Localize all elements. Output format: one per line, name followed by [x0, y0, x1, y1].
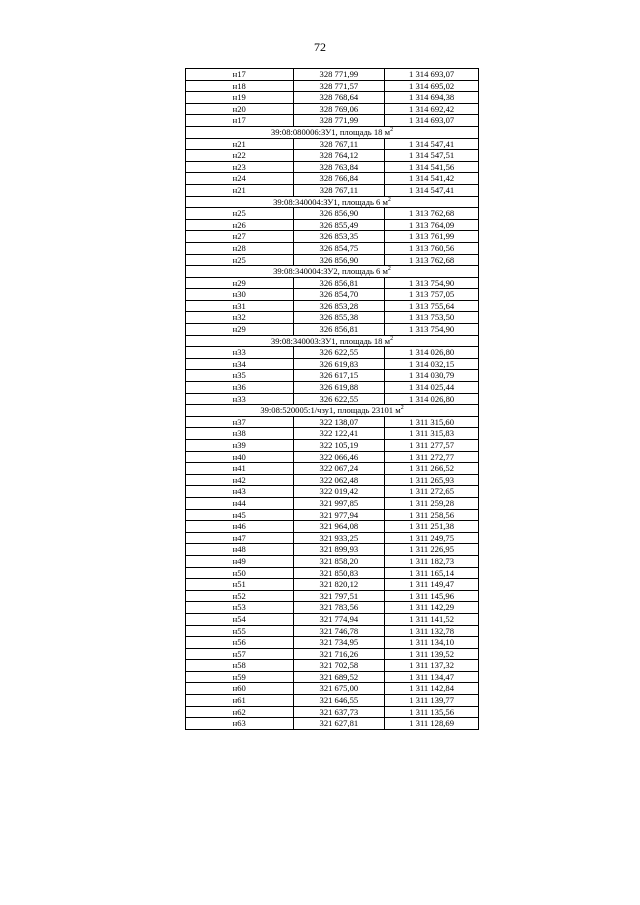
x-coordinate-cell: 326 856,90 [293, 254, 385, 266]
x-coordinate-cell: 321 627,81 [293, 718, 385, 730]
x-coordinate-cell: 322 062,48 [293, 474, 385, 486]
section-header-cell [186, 126, 479, 138]
point-id-cell: н49 [186, 555, 294, 567]
point-id-cell: н21 [186, 184, 294, 196]
point-id-cell: н29 [186, 277, 294, 289]
y-coordinate-cell: 1 314 026,80 [385, 347, 479, 359]
table-row [186, 590, 479, 602]
y-coordinate-cell: 1 311 182,73 [385, 555, 479, 567]
y-coordinate-cell: 1 311 149,47 [385, 579, 479, 591]
area-unit-superscript: 2 [400, 405, 404, 412]
x-coordinate-cell: 321 774,94 [293, 613, 385, 625]
section-header-cell [186, 196, 479, 208]
point-id-cell: н40 [186, 451, 294, 463]
section-header-row [186, 405, 479, 417]
x-coordinate-cell: 321 689,52 [293, 671, 385, 683]
point-id-cell: н46 [186, 521, 294, 533]
table-row [186, 648, 479, 660]
x-coordinate-cell: 326 617,15 [293, 370, 385, 382]
y-coordinate-cell: 1 313 762,68 [385, 208, 479, 220]
point-id-cell: н25 [186, 208, 294, 220]
table-row [186, 486, 479, 498]
section-header-row [186, 126, 479, 138]
x-coordinate-cell: 321 734,95 [293, 637, 385, 649]
y-coordinate-cell: 1 311 315,60 [385, 416, 479, 428]
section-header-text: 39:08:340004:ЗУ1, площадь 6 м [273, 196, 388, 207]
point-id-cell: н61 [186, 695, 294, 707]
x-coordinate-cell: 328 771,57 [293, 80, 385, 92]
section-header-row [186, 335, 479, 347]
table-row [186, 555, 479, 567]
x-coordinate-cell: 321 964,08 [293, 521, 385, 533]
y-coordinate-cell: 1 311 132,78 [385, 625, 479, 637]
table-row [186, 706, 479, 718]
x-coordinate-cell: 321 933,25 [293, 532, 385, 544]
table-row [186, 683, 479, 695]
table-row [186, 103, 479, 115]
table-row [186, 509, 479, 521]
point-id-cell: н52 [186, 590, 294, 602]
section-header-cell [186, 405, 479, 417]
table-row [186, 80, 479, 92]
section-header-row [186, 266, 479, 278]
point-id-cell: н37 [186, 416, 294, 428]
point-id-cell: н48 [186, 544, 294, 556]
x-coordinate-cell: 328 767,11 [293, 138, 385, 150]
point-id-cell: н62 [186, 706, 294, 718]
y-coordinate-cell: 1 311 145,96 [385, 590, 479, 602]
x-coordinate-cell: 321 977,94 [293, 509, 385, 521]
point-id-cell: н35 [186, 370, 294, 382]
table-row [186, 231, 479, 243]
point-id-cell: н58 [186, 660, 294, 672]
point-id-cell: н33 [186, 347, 294, 359]
y-coordinate-cell: 1 311 141,52 [385, 613, 479, 625]
y-coordinate-cell: 1 313 754,90 [385, 324, 479, 336]
table-row [186, 92, 479, 104]
page-number: 72 [314, 40, 326, 54]
point-id-cell: н43 [186, 486, 294, 498]
x-coordinate-cell: 321 675,00 [293, 683, 385, 695]
point-id-cell: н44 [186, 497, 294, 509]
table-row [186, 69, 479, 81]
section-header-cell [186, 335, 479, 347]
table-row [186, 150, 479, 162]
table-row [186, 382, 479, 394]
y-coordinate-cell: 1 313 755,64 [385, 300, 479, 312]
table-row [186, 312, 479, 324]
point-id-cell: н41 [186, 463, 294, 475]
section-header-row [186, 196, 479, 208]
y-coordinate-cell: 1 313 754,90 [385, 277, 479, 289]
point-id-cell: н21 [186, 138, 294, 150]
table-row [186, 440, 479, 452]
x-coordinate-cell: 321 637,73 [293, 706, 385, 718]
x-coordinate-cell: 328 771,99 [293, 115, 385, 127]
section-header-text: 39:08:080006:ЗУ1, площадь 18 м [270, 126, 391, 137]
table-row [186, 579, 479, 591]
table-row [186, 463, 479, 475]
y-coordinate-cell: 1 311 265,93 [385, 474, 479, 486]
table-row [186, 521, 479, 533]
table-row [186, 660, 479, 672]
x-coordinate-cell: 321 646,55 [293, 695, 385, 707]
point-id-cell: н59 [186, 671, 294, 683]
x-coordinate-cell: 322 105,19 [293, 440, 385, 452]
point-id-cell: н34 [186, 358, 294, 370]
point-id-cell: н33 [186, 393, 294, 405]
y-coordinate-cell: 1 314 541,42 [385, 173, 479, 185]
y-coordinate-cell: 1 311 315,83 [385, 428, 479, 440]
y-coordinate-cell: 1 314 547,51 [385, 150, 479, 162]
table-row [186, 324, 479, 336]
table-row [186, 544, 479, 556]
y-coordinate-cell: 1 313 762,68 [385, 254, 479, 266]
table-row [186, 254, 479, 266]
point-id-cell: н28 [186, 242, 294, 254]
y-coordinate-cell: 1 314 032,15 [385, 358, 479, 370]
y-coordinate-cell: 1 311 277,57 [385, 440, 479, 452]
x-coordinate-cell: 326 856,81 [293, 324, 385, 336]
x-coordinate-cell: 321 820,12 [293, 579, 385, 591]
y-coordinate-cell: 1 314 692,42 [385, 103, 479, 115]
point-id-cell: н50 [186, 567, 294, 579]
x-coordinate-cell: 328 771,99 [293, 69, 385, 81]
point-id-cell: н32 [186, 312, 294, 324]
table-row [186, 115, 479, 127]
coordinates-table-body [186, 69, 479, 730]
x-coordinate-cell: 321 797,51 [293, 590, 385, 602]
point-id-cell: н38 [186, 428, 294, 440]
y-coordinate-cell: 1 313 753,50 [385, 312, 479, 324]
y-coordinate-cell: 1 311 259,28 [385, 497, 479, 509]
point-id-cell: н36 [186, 382, 294, 394]
area-unit-superscript: 2 [387, 196, 391, 203]
y-coordinate-cell: 1 314 026,80 [385, 393, 479, 405]
x-coordinate-cell: 321 997,85 [293, 497, 385, 509]
table-row [186, 613, 479, 625]
y-coordinate-cell: 1 311 139,77 [385, 695, 479, 707]
point-id-cell: н23 [186, 161, 294, 173]
point-id-cell: н55 [186, 625, 294, 637]
y-coordinate-cell: 1 311 226,95 [385, 544, 479, 556]
area-unit-superscript: 2 [387, 266, 391, 273]
x-coordinate-cell: 328 764,12 [293, 150, 385, 162]
table-row [186, 300, 479, 312]
x-coordinate-cell: 326 622,55 [293, 347, 385, 359]
point-id-cell: н27 [186, 231, 294, 243]
table-row [186, 277, 479, 289]
point-id-cell: н25 [186, 254, 294, 266]
x-coordinate-cell: 321 858,20 [293, 555, 385, 567]
y-coordinate-cell: 1 313 761,99 [385, 231, 479, 243]
x-coordinate-cell: 326 622,55 [293, 393, 385, 405]
point-id-cell: н22 [186, 150, 294, 162]
y-coordinate-cell: 1 311 134,10 [385, 637, 479, 649]
table-row [186, 625, 479, 637]
point-id-cell: н20 [186, 103, 294, 115]
y-coordinate-cell: 1 314 693,07 [385, 69, 479, 81]
table-row [186, 532, 479, 544]
table-row [186, 451, 479, 463]
y-coordinate-cell: 1 314 547,41 [385, 184, 479, 196]
point-id-cell: н18 [186, 80, 294, 92]
y-coordinate-cell: 1 311 249,75 [385, 532, 479, 544]
table-row [186, 370, 479, 382]
point-id-cell: н57 [186, 648, 294, 660]
table-row [186, 428, 479, 440]
x-coordinate-cell: 321 746,78 [293, 625, 385, 637]
x-coordinate-cell: 326 855,49 [293, 219, 385, 231]
table-row [186, 497, 479, 509]
point-id-cell: н63 [186, 718, 294, 730]
table-row [186, 161, 479, 173]
point-id-cell: н45 [186, 509, 294, 521]
y-coordinate-cell: 1 311 272,77 [385, 451, 479, 463]
table-row [186, 718, 479, 730]
x-coordinate-cell: 322 019,42 [293, 486, 385, 498]
y-coordinate-cell: 1 311 258,56 [385, 509, 479, 521]
area-unit-superscript: 2 [390, 127, 394, 134]
table-row [186, 138, 479, 150]
point-id-cell: н51 [186, 579, 294, 591]
point-id-cell: н56 [186, 637, 294, 649]
y-coordinate-cell: 1 311 142,84 [385, 683, 479, 695]
point-id-cell: н29 [186, 324, 294, 336]
table-row [186, 695, 479, 707]
y-coordinate-cell: 1 311 139,52 [385, 648, 479, 660]
table-row [186, 474, 479, 486]
y-coordinate-cell: 1 313 764,09 [385, 219, 479, 231]
table-row [186, 184, 479, 196]
table-row [186, 208, 479, 220]
y-coordinate-cell: 1 314 547,41 [385, 138, 479, 150]
table-row [186, 289, 479, 301]
point-id-cell: н26 [186, 219, 294, 231]
area-unit-superscript: 2 [390, 335, 394, 342]
point-id-cell: н60 [186, 683, 294, 695]
x-coordinate-cell: 326 856,81 [293, 277, 385, 289]
x-coordinate-cell: 328 766,84 [293, 173, 385, 185]
y-coordinate-cell: 1 313 757,05 [385, 289, 479, 301]
table-row [186, 637, 479, 649]
point-id-cell: н31 [186, 300, 294, 312]
x-coordinate-cell: 322 067,24 [293, 463, 385, 475]
table-row [186, 393, 479, 405]
x-coordinate-cell: 322 138,07 [293, 416, 385, 428]
y-coordinate-cell: 1 314 693,07 [385, 115, 479, 127]
section-header-cell [186, 266, 479, 278]
x-coordinate-cell: 326 856,90 [293, 208, 385, 220]
point-id-cell: н47 [186, 532, 294, 544]
y-coordinate-cell: 1 311 137,32 [385, 660, 479, 672]
point-id-cell: н19 [186, 92, 294, 104]
x-coordinate-cell: 328 767,11 [293, 184, 385, 196]
x-coordinate-cell: 326 619,83 [293, 358, 385, 370]
section-header-text: 39:08:340004:ЗУ2, площадь 6 м [273, 266, 388, 277]
y-coordinate-cell: 1 314 025,44 [385, 382, 479, 394]
x-coordinate-cell: 326 854,75 [293, 242, 385, 254]
x-coordinate-cell: 322 066,46 [293, 451, 385, 463]
point-id-cell: н54 [186, 613, 294, 625]
x-coordinate-cell: 321 899,93 [293, 544, 385, 556]
table-row [186, 219, 479, 231]
point-id-cell: н24 [186, 173, 294, 185]
x-coordinate-cell: 322 122,41 [293, 428, 385, 440]
x-coordinate-cell: 321 716,26 [293, 648, 385, 660]
y-coordinate-cell: 1 311 142,29 [385, 602, 479, 614]
table-row [186, 347, 479, 359]
table-row [186, 242, 479, 254]
x-coordinate-cell: 326 853,35 [293, 231, 385, 243]
table-row [186, 173, 479, 185]
x-coordinate-cell: 326 619,88 [293, 382, 385, 394]
y-coordinate-cell: 1 311 272,65 [385, 486, 479, 498]
table-row [186, 358, 479, 370]
coordinates-table [185, 68, 479, 730]
table-row [186, 602, 479, 614]
point-id-cell: н39 [186, 440, 294, 452]
y-coordinate-cell: 1 311 266,52 [385, 463, 479, 475]
point-id-cell: н17 [186, 115, 294, 127]
table-row [186, 567, 479, 579]
x-coordinate-cell: 321 783,56 [293, 602, 385, 614]
section-header-text: 39:08:340003:ЗУ1, площадь 18 м [270, 335, 391, 346]
x-coordinate-cell: 326 853,28 [293, 300, 385, 312]
table-row [186, 416, 479, 428]
x-coordinate-cell: 326 855,38 [293, 312, 385, 324]
y-coordinate-cell: 1 311 165,14 [385, 567, 479, 579]
x-coordinate-cell: 328 768,64 [293, 92, 385, 104]
x-coordinate-cell: 328 763,84 [293, 161, 385, 173]
x-coordinate-cell: 321 702,58 [293, 660, 385, 672]
point-id-cell: н53 [186, 602, 294, 614]
x-coordinate-cell: 326 854,70 [293, 289, 385, 301]
y-coordinate-cell: 1 314 694,38 [385, 92, 479, 104]
point-id-cell: н17 [186, 69, 294, 81]
y-coordinate-cell: 1 311 135,56 [385, 706, 479, 718]
y-coordinate-cell: 1 311 134,47 [385, 671, 479, 683]
section-header-text: 39:08:520005:1/чзу1, площадь 23101 м [260, 405, 401, 416]
y-coordinate-cell: 1 313 760,56 [385, 242, 479, 254]
y-coordinate-cell: 1 311 128,69 [385, 718, 479, 730]
y-coordinate-cell: 1 314 695,02 [385, 80, 479, 92]
point-id-cell: н30 [186, 289, 294, 301]
y-coordinate-cell: 1 311 251,38 [385, 521, 479, 533]
x-coordinate-cell: 321 850,83 [293, 567, 385, 579]
point-id-cell: н42 [186, 474, 294, 486]
x-coordinate-cell: 328 769,06 [293, 103, 385, 115]
y-coordinate-cell: 1 314 030,79 [385, 370, 479, 382]
table-row [186, 671, 479, 683]
y-coordinate-cell: 1 314 541,56 [385, 161, 479, 173]
